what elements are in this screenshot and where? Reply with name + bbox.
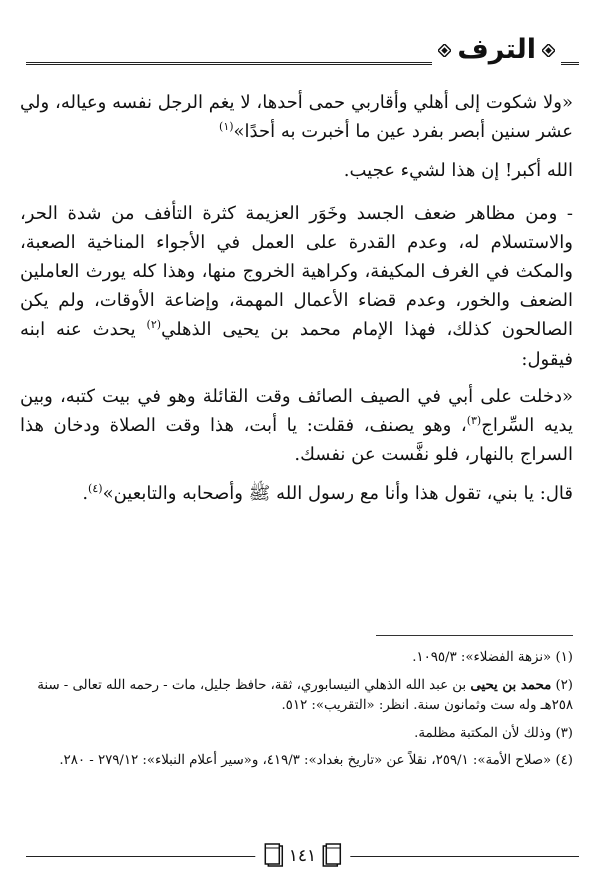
main-text-tail: يحدث عنه ابنه فيقول: [20,319,573,370]
footnote-text: «صلاح الأمة»: ٢٥٩/١، نقلاً عن «تاريخ بغداد»: ٤١٩/٣، و«سير أعلام النبلاء»: ٢٧٩/١٢ - ٢٨٠. [59,753,552,768]
footnote-separator [376,635,573,636]
footnote-number: (١) [555,650,573,665]
paragraph-quote-3 [20,479,573,508]
paragraph-quote-1 [20,88,573,146]
footnote-ref-2: (٢) [146,318,162,332]
chapter-title: الترف [457,34,536,65]
footnote-ref-1: (١) [219,120,234,134]
chapter-title-box [432,32,561,68]
page-number-box [255,841,350,871]
quote-2-text-a: «دخلت على أبي في الصيف الصائف وقت القائلة وهو في بيت كتبه، وبين يديه السِّراج [20,385,573,437]
diamond-ornament-icon [542,44,555,57]
quote-text: «ولا شكوت إلى أهلي وأقاربي حمى أحدها، لا يغم الرجل نفسه وعياله، ولي عشر سنين أبصر بفرد عين ما أخبرت به أحدًا» [20,92,573,143]
book-icon [263,843,283,869]
page-number: ١٤١ [288,846,317,866]
quote-3-text: قال: يا بني، تقول هذا وأنا مع رسول الله ﷺ وأصحابه والتابعين» [102,483,573,505]
paragraph-main [20,199,573,374]
footnote-3 [20,724,573,745]
footnote-text: وذلك لأن المكتبة مظلمة. [414,725,552,741]
quote-3-end: . [82,483,89,505]
paragraph-quote-2 [20,382,573,470]
footnote-2 [20,676,573,717]
footnote-ref-3: (٣) [466,414,482,428]
paragraph-exclamation: الله أكبر! إن هذا لشيء عجيب. [343,160,573,182]
book-icon [322,843,342,869]
running-header [26,32,579,72]
diamond-ornament-icon [438,44,451,57]
footnote-4 [20,751,573,772]
footnote-ref-4: (٤) [88,482,103,496]
footnotes [20,648,573,779]
footnote-number: (٤) [555,753,573,768]
quote-2-text-b: ، وهو يصنف، فقلت: يا أبت، هذا وقت الصلاة ودخان هذا السراج بالنهار، فلو نفَّست عن نفسك. [20,415,573,466]
footnote-text: بن عبد الله الذهلي النيسابوري، ثقة، حافظ جليل، مات - رحمه الله تعالى - سنة ٢٥٨هـ وله ست وثمانون سنة. انظر: «التقريب»: ٥١٢. [37,677,573,713]
footnote-text: «نزهة الفضلاء»: ١٠٩٥/٣. [412,650,552,665]
page-footer [26,841,579,873]
footnote-number: (٣) [555,725,573,741]
footnote-bold-name: محمد بن يحيى [470,677,552,693]
main-text [20,88,573,509]
main-text-span: - ومن مظاهر ضعف الجسد وخَوَر العزيمة كثرة التأفف من شدة الحر، والاستسلام له، وعدم القدرة على العمل في الأجواء المناخية الصعبة، والمكث في الغرف المكيفة، وكراهية الخروج منها، وهذا كله يورث العاملين الضعف والخور، وعدم قضاء الأعمال المهمة، وإضاعة الأوقات، ولم يكن الصالحون كذلك، فهذا الإمام محمد بن يحيى الذهلي [20,202,573,341]
footnote-number: (٢) [555,677,573,693]
footnote-1 [20,648,573,669]
